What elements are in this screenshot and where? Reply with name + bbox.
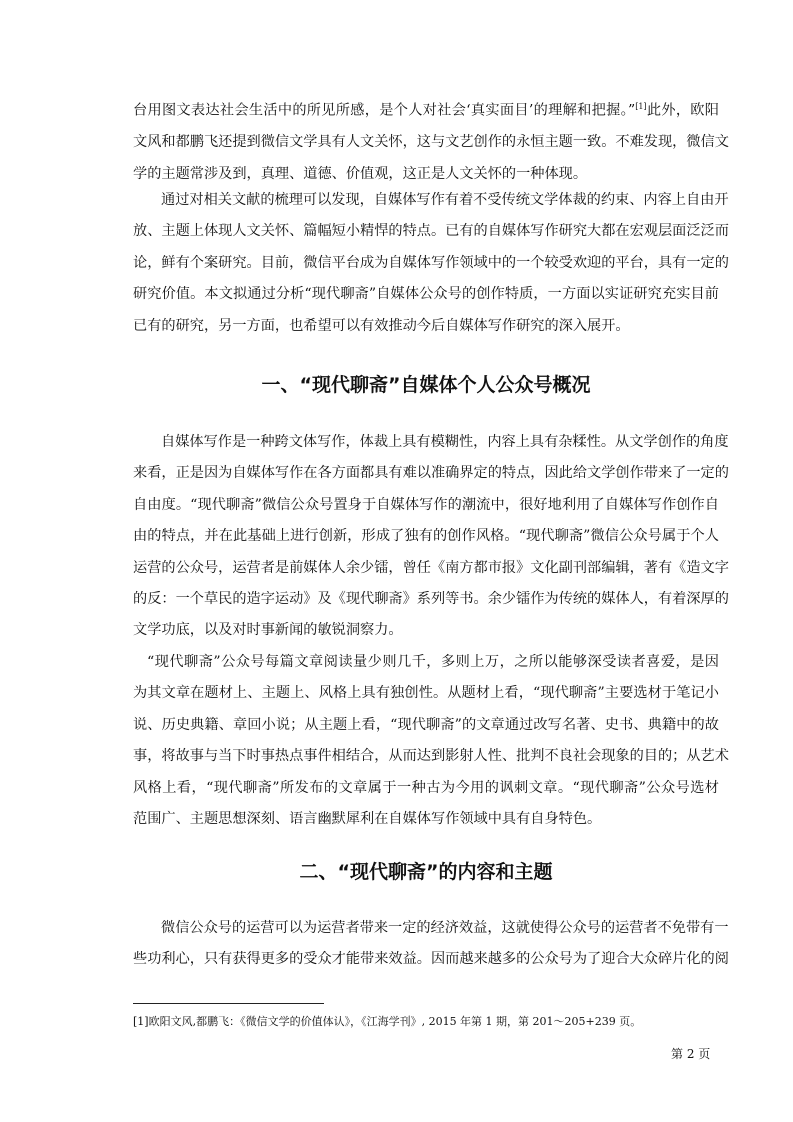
paragraph-3-line-1: 自媒体写作是一种跨文体写作，体裁上具有模糊性，内容上具有杂糅性。从文学创作的角度 <box>161 434 729 450</box>
paragraph-2-line-1: 通过对相关文献的梳理可以发现，自媒体写作有着不受传统文学体裁的约束、内容上自由开 <box>161 192 729 208</box>
footnote: [1]欧阳文风,都鹏飞：《微信文学的价值体认》，《江海学刊》, 2015 年第 1 期，第 201～205+239 页。 <box>133 1015 642 1028</box>
paragraph-4-line-4: 事，将故事与当下时事热点事件相结合，从而达到影射人性、批判不良社会现象的目的；从艺术 <box>133 748 729 765</box>
paragraph-2-line-2: 放、主题上体现人文关怀、篇幅短小精悍的特点。已有的自媒体写作研究大都在宏观层面泛泛而 <box>133 223 729 240</box>
paragraph-3-line-7: 文学功底，以及对时事新闻的敏锐洞察力。 <box>133 622 403 639</box>
paragraph-4 <box>133 647 729 835</box>
paragraph-2-line-4: 研究价值。本文拟通过分析“现代聊斋”自媒体公众号的创作特质，一方面以实证研究充实目前 <box>133 286 719 303</box>
paragraph-4-line-1: “现代聊斋”公众号每篇文章阅读量少则几千，多则上万，之所以能够深受读者喜爱，是因 <box>147 654 719 670</box>
paragraph-3-line-2: 来看，正是因为自媒体写作在各方面都具有难以准确界定的特点，因此给文学创作带来了一定的 <box>133 465 729 482</box>
section-heading-2: 二、“现代聊斋”的内容和主题 <box>299 861 553 883</box>
paragraph-4-line-5: 风格上看，“现代聊斋”所发布的文章属于一种古为今用的讽刺文章。“现代聊斋”公众号选材 <box>133 779 719 796</box>
paragraph-3 <box>133 427 729 647</box>
footnote-divider <box>133 1003 324 1004</box>
paragraph-5-line-2: 些功利心，只有获得更多的受众才能带来效益。因而越来越多的公众号为了迎合大众碎片化的阅 <box>133 951 729 968</box>
paragraph-1 <box>133 91 729 190</box>
paragraph-2-line-5: 已有的研究，另一方面，也希望可以有效推动今后自媒体写作研究的深入展开。 <box>133 317 630 334</box>
paragraph-1-line-1: 台用图文表达社会生活中的所见所感，是个人对社会‘真实面目’的理解和把握。”[1]此外，欧阳 <box>133 102 719 119</box>
paragraph-4-line-6: 范围广、主题思想深刻、语言幽默犀利在自媒体写作领域中具有自身特色。 <box>133 811 602 828</box>
paragraph-5 <box>133 913 729 976</box>
paragraph-4-line-2: 为其文章在题材上、主题上、风格上具有独创性。从题材上看，“现代聊斋”主要选材于笔记小 <box>133 685 719 702</box>
paragraph-4-line-3: 说、历史典籍、章回小说；从主题上看，“现代聊斋”的文章通过改写名著、史书、典籍中的故 <box>133 716 719 733</box>
paragraph-2-line-3: 论，鲜有个案研究。目前，微信平台成为自媒体写作领域中的一个较受欢迎的平台，具有一定的 <box>133 254 729 271</box>
section-heading-1: 一、“现代聊斋”自媒体个人公众号概况 <box>261 374 591 396</box>
paragraph-2 <box>133 185 729 342</box>
paragraph-5-line-1: 微信公众号的运营可以为运营者带来一定的经济效益，这就使得公众号的运营者不免带有一 <box>161 920 729 936</box>
page-number: 第 2 页 <box>671 1047 711 1061</box>
paragraph-1-line-2: 文风和都鹏飞还提到微信文学具有人文关怀，这与文艺创作的永恒主题一致。不难发现，微信文 <box>133 134 729 151</box>
paragraph-3-line-3: 自由度。“现代聊斋”微信公众号置身于自媒体写作的潮流中，很好地利用了自媒体写作创作自 <box>133 496 719 513</box>
paragraph-1-line-3: 学的主题常涉及到，真理、道德、价值观，这正是人文关怀的一种体现。 <box>133 165 588 182</box>
paragraph-3-line-4: 由的特点，并在此基础上进行创新，形成了独有的创作风格。“现代聊斋”微信公众号属于个人 <box>133 528 719 545</box>
paragraph-3-line-6: 的反：一个草民的造字运动》及《现代聊斋》系列等书。余少镭作为传统的媒体人，有着深厚的 <box>133 591 729 608</box>
footnote-ref[interactable]: [1] <box>635 102 647 111</box>
paragraph-3-line-5: 运营的公众号，运营者是前媒体人余少镭，曾任《南方都市报》文化副刊部编辑，著有《造文字 <box>133 559 729 576</box>
